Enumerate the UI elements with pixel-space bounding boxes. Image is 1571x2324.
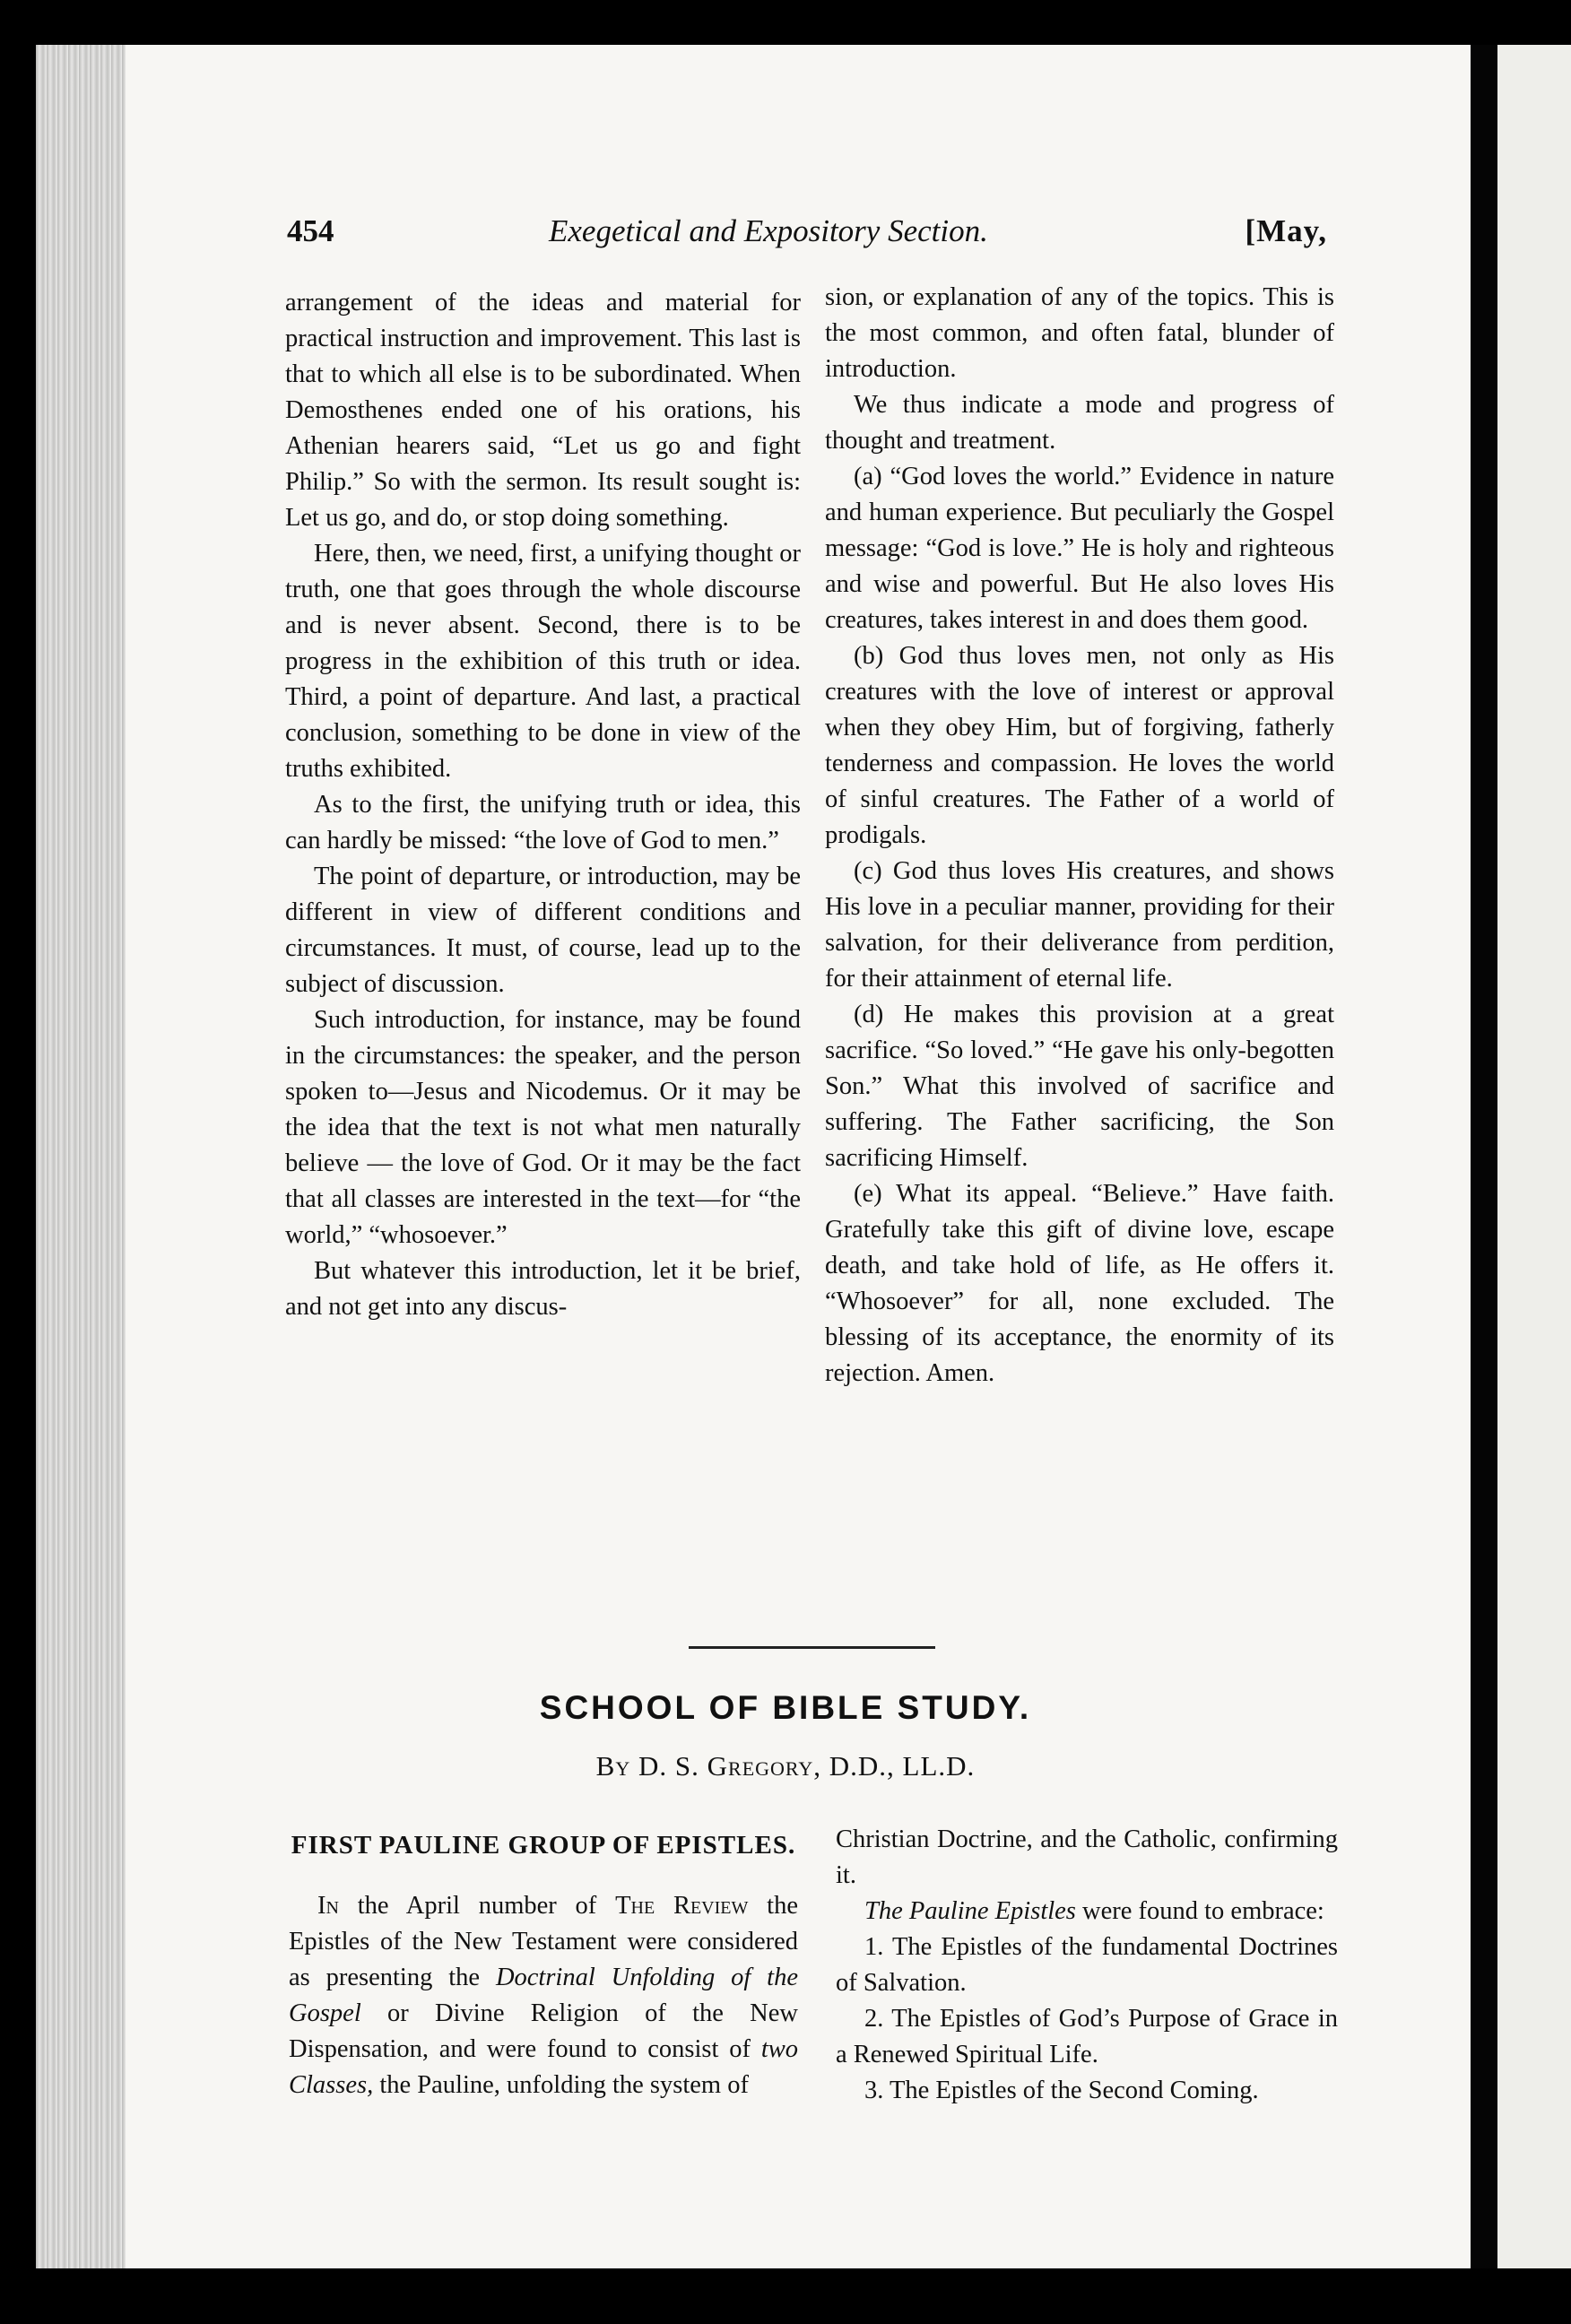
paragraph: The point of departure, or introduction, may be different in view of different conditions and circumstances. It must, of course, lead up to the subject of discussion.: [285, 863, 801, 998]
facing-page-edge: [1497, 45, 1571, 2268]
paragraph: (b) God thus loves men, not only as His creatures with the love of interest or approval when they obey Him, but of forgiving, fatherly tenderness and compassion. He loves the world of sinful creatures. The Father of a world of prodigals.: [825, 642, 1334, 849]
paragraph: Christian Doctrine, and the Catholic, confirming it.: [836, 1825, 1338, 1889]
text-run: were found to embrace:: [1075, 1897, 1324, 1925]
top-right-column: [825, 280, 1334, 1392]
running-header: [287, 213, 1327, 258]
paragraph: (d) He makes this provision at a great sacrifice. “So loved.” “He gave his only-begotten Son.” What this involved of sacrifice and suffering. The Father sacrificing, the Son sacrificing Himself.: [825, 1001, 1334, 1172]
italic-phrase: The Pauline Epistles: [864, 1897, 1076, 1925]
dropcap-word: In: [317, 1892, 339, 1920]
subheading: FIRST PAULINE GROUP OF EPISTLES.: [291, 1831, 796, 1860]
italic-phrase: Doctrinal Unfolding of the Gospel: [289, 1964, 798, 2027]
bottom-right-column: [836, 1822, 1338, 2109]
byline: [0, 1750, 1571, 1782]
paragraph: [289, 1888, 798, 2103]
section-divider: [689, 1646, 935, 1649]
paragraph: sion, or explanation of any of the topics. This is the most common, and often fatal, blunder of introduction.: [825, 283, 1334, 383]
text-run: or Divine Religion of the New Dispensation, and were found to consist of: [289, 1999, 798, 2063]
journal-name: The Review: [615, 1892, 749, 1920]
paragraph: We thus indicate a mode and progress of thought and treatment.: [825, 391, 1334, 455]
bottom-left-column: [289, 1827, 798, 2103]
paragraph: Such introduction, for instance, may be found in the circumstances: the speaker, and the person spoken to—Jesus and Nicodemus. Or it may be the idea that the text is not what men naturally believe — the love of God. Or it may be the fact that all classes are interested in the text—for “the world,” “whosoever.”: [285, 1006, 801, 1249]
paragraph: (c) God thus loves His creatures, and shows His love in a peculiar manner, providing for their salvation, for their deliverance from perdition, for their attainment of eternal life.: [825, 857, 1334, 993]
text-run: the Pauline, unfolding the system of: [373, 2071, 749, 2099]
byline-prefix: By: [595, 1750, 631, 1782]
book-page-edges: [36, 45, 126, 2268]
month-label: [May,: [1245, 213, 1327, 248]
paragraph: [836, 1894, 1338, 1929]
author-degrees: D.D., LL.D.: [829, 1750, 976, 1782]
author-name: D. S. Gregory,: [638, 1750, 822, 1782]
list-item: 3. The Epistles of the Second Coming.: [864, 2077, 1259, 2104]
italic-phrase: two Classes,: [289, 2035, 798, 2099]
paragraph: Here, then, we need, first, a unifying thought or truth, one that goes through the whole discourse and is never absent. Second, there is to be progress in the exhibition of this truth or idea. Third, a point of departure. And last, a practical conclusion, something to be done in view of the truths exhibited.: [285, 540, 801, 783]
text-run: the Epistles of the New Testament were considered as presenting the: [289, 1892, 798, 1991]
paragraph: (e) What its appeal. “Believe.” Have faith. Gratefully take this gift of divine love, escape death, and take hold of life, as He offers it. “Whosoever” for all, none excluded. The blessing of its acceptance, the enormity of its rejection. Amen.: [825, 1180, 1334, 1387]
page-number: 454: [287, 213, 334, 248]
list-item: 2. The Epistles of God’s Purpose of Grace in a Renewed Spiritual Life.: [836, 2005, 1338, 2068]
top-left-column: [285, 285, 801, 1325]
list-item: 1. The Epistles of the fundamental Doctrines of Salvation.: [836, 1933, 1338, 1997]
paragraph: As to the first, the unifying truth or idea, this can hardly be missed: “the love of God to men.”: [285, 791, 801, 854]
book-gutter: [1471, 45, 1497, 2268]
paragraph: arrangement of the ideas and material for practical instruction and improvement. This last is that to which all else is to be subordinated. When Demosthenes ended one of his orations, his Athenian hearers said, “Let us go and fight Philip.” So with the sermon. Its result sought is: Let us go, and do, or stop doing something.: [285, 289, 801, 532]
paragraph: (a) “God loves the world.” Evidence in nature and human experience. But peculiarly the Gospel message: “God is love.” He is holy and righteous and wise and powerful. But He also loves His creatures, takes interest in and does them good.: [825, 463, 1334, 634]
paragraph: But whatever this introduction, let it be brief, and not get into any discus-: [285, 1257, 801, 1321]
section-heading: SCHOOL OF BIBLE STUDY.: [539, 1689, 1032, 1726]
text-run: the April number of: [338, 1892, 616, 1920]
section-title: Exegetical and Expository Section.: [549, 213, 988, 248]
